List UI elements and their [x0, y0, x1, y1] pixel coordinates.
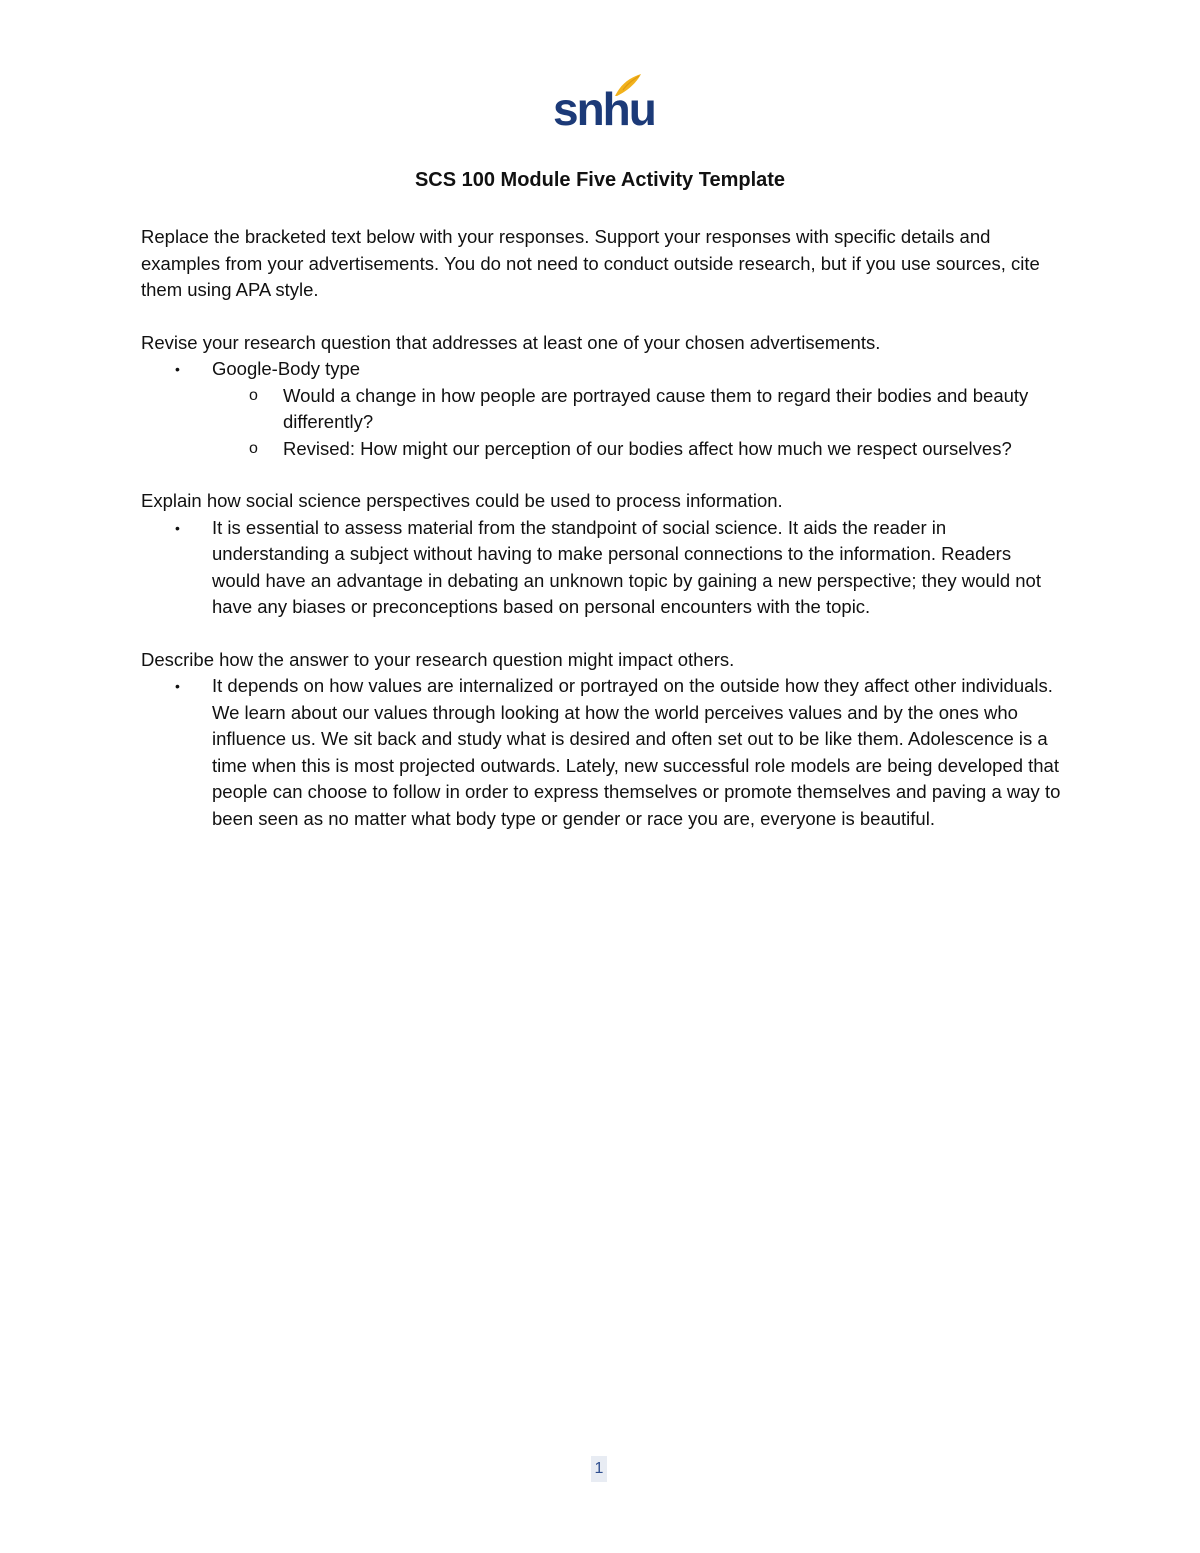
sub-bullet-list: [212, 383, 1061, 463]
list-item-text: Google-Body type: [212, 358, 361, 379]
page-title: SCS 100 Module Five Activity Template: [414, 169, 786, 191]
list-item-text: It is essential to assess material from the standpoint of social science. It aids the reader in understanding a subject without having to make personal connections to the information. Readers would have an advantage in debating an unknown topic by gaining a new perspective; they would not have any biases or preconceptions based on personal encounters with the topic.: [212, 516, 1041, 617]
sub-list-item-text: Would a change in how people are portrayed cause them to regard their bodies and beauty differently?: [283, 384, 1029, 432]
bullet-icon: •: [175, 678, 180, 694]
list-item: [141, 515, 1061, 621]
intro-paragraph: Replace the bracketed text below with your responses. Support your responses with specific details and examples from your advertisements. You do not need to conduct outside research, but if you use sources, cite them using APA style.: [141, 226, 1040, 300]
section-prompt: Explain how social science perspectives could be used to process information.: [141, 490, 783, 511]
bullet-list: [141, 673, 1061, 832]
document-body: [141, 224, 1061, 832]
logo-wordmark: snhu: [553, 83, 655, 135]
paragraph-spacer: [141, 462, 1061, 488]
list-item: [141, 673, 1061, 832]
sub-list-item-text: Revised: How might our perception of our bodies affect how much we respect ourselves?: [283, 437, 1012, 459]
bullet-icon: •: [175, 361, 180, 377]
section-prompt: Describe how the answer to your research question might impact others.: [141, 648, 735, 670]
sub-bullet-icon: o: [249, 439, 258, 457]
paragraph-spacer: [141, 304, 1061, 330]
bullet-list: [141, 356, 1061, 462]
bullet-list: [141, 515, 1061, 621]
sub-list-item: [212, 436, 1061, 463]
section-prompt: Revise your research question that addresses at least one of your chosen advertisements.: [141, 331, 881, 353]
list-item: [141, 356, 1061, 462]
snhu-logo: [553, 72, 655, 135]
bullet-icon: •: [175, 519, 180, 536]
sub-list-item: [212, 383, 1061, 436]
page-number: 1: [591, 1456, 607, 1482]
sub-bullet-icon: o: [249, 386, 258, 404]
list-item-text: It depends on how values are internalized or portrayed on the outside how they affect other individuals. We learn about our values through looking at how the world perceives values and by the ones who influence us. We sit back and study what is desired and often set out to be like them. Adolescence is a time when this is most projected outwards. Lately, new successful role models are being developed that people can choose to follow in order to express themselves or promote themselves and paving a way to been seen as no matter what body type or gender or race you are, everyone is beautiful.: [212, 675, 1061, 829]
paragraph-spacer: [141, 621, 1061, 647]
